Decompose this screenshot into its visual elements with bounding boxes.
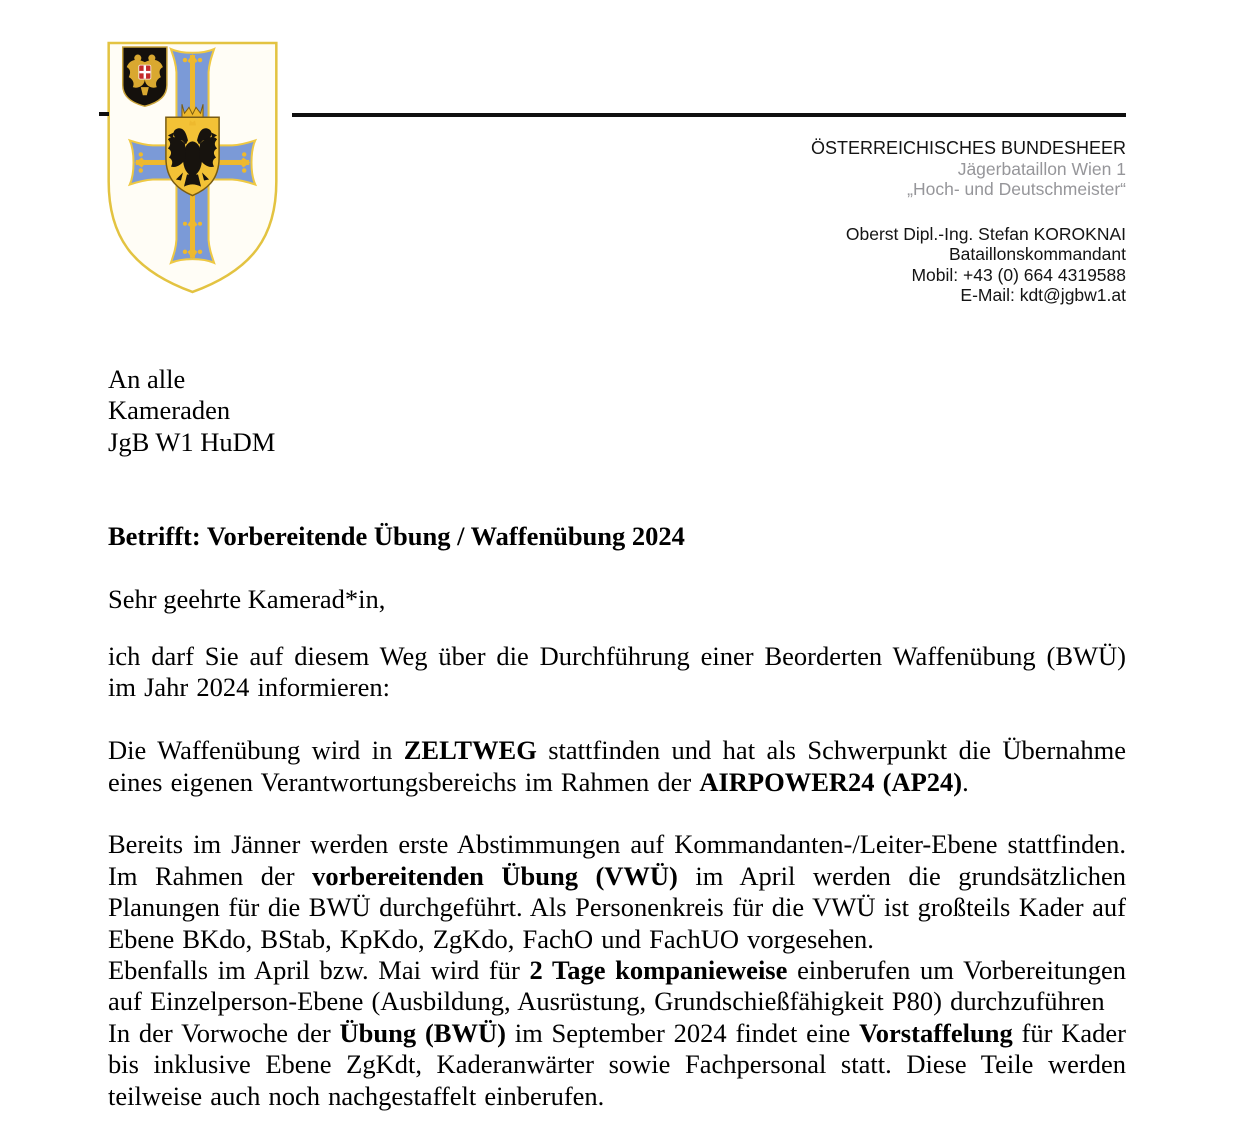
unit-nickname: „Hoch- und Deutschmeister“ <box>907 179 1126 199</box>
letter-body <box>108 641 1126 1112</box>
letterhead <box>811 138 1126 306</box>
text-run: Ebenfalls im April bzw. Mai wird für <box>108 955 530 986</box>
bold-text-run: vorbereitenden Übung (VWÜ) <box>312 860 678 891</box>
text-run: für Kader bis inklusive Ebene ZgKdt, Kaderanwärter sowie Fachpersonal statt. Diese Teile werden teilweise auch noch nachgestaffelt einberufen. <box>108 1017 1126 1111</box>
recipient-line: An alle <box>108 364 186 394</box>
text-run: . <box>962 766 969 797</box>
unit-crest-emblem <box>104 39 281 297</box>
subject-line: Betrifft: Vorbereitende Übung / Waffenübung 2024 <box>108 521 685 551</box>
body-paragraph <box>108 1018 1126 1112</box>
text-run: Die Waffenübung wird in <box>108 735 404 766</box>
sender-email: E-Mail: kdt@jgbw1.at <box>960 285 1126 305</box>
text-run: einberufen um Vorbereitungen auf Einzelperson-Ebene (Ausbildung, Ausrüstung, Grundschießfähigkeit P80) durchzuführen <box>108 955 1126 1017</box>
text-run: im September 2024 findet eine <box>505 1017 860 1048</box>
text-run: ich darf Sie auf diesem Weg über die Durchführung einer Beorderten Waffenübung (BWÜ) im Jahr 2024 informieren: <box>108 641 1126 703</box>
text-run: In der Vorwoche der <box>108 1017 340 1048</box>
sender-name: Oberst Dipl.-Ing. Stefan KOROKNAI <box>845 223 1126 244</box>
recipient-line: Kameraden <box>108 395 231 426</box>
crop-mark <box>99 112 109 116</box>
sender-mobile: Mobil: +43 (0) 664 4319588 <box>911 264 1126 285</box>
letterhead-divider-line <box>292 113 1126 117</box>
bold-text-run: AIRPOWER24 (AP24) <box>699 766 963 797</box>
organization-name: ÖSTERREICHISCHES BUNDESHEER <box>810 138 1126 158</box>
text-run: stattfinden und hat als Schwerpunkt die Übernahme eines eigenen Verantwortungsbereichs im Rahmen der <box>108 735 1127 797</box>
bold-text-run: ZELTWEG <box>403 735 537 766</box>
bold-text-run: Vorstaffelung <box>859 1017 1013 1048</box>
unit-name: Jägerbataillon Wien 1 <box>957 158 1126 179</box>
salutation: Sehr geehrte Kamerad*in, <box>108 584 386 614</box>
sender-role: Bataillonskommandant <box>948 244 1126 264</box>
recipient-address <box>108 364 275 458</box>
recipient-line: JgB W1 HuDM <box>108 426 276 457</box>
body-paragraph <box>108 955 1126 1018</box>
text-run: im April werden die grundsätzlichen Planungen für die BWÜ durchgeführt. Als Personenkreis für die VWÜ ist großteils Kader auf Ebene BKdo, BStab, KpKdo, ZgKdo, FachO und FachUO vorgesehen. <box>108 860 1126 954</box>
body-paragraph <box>108 641 1126 704</box>
vienna-shield <box>123 47 167 106</box>
bold-text-run: 2 Tage kompanieweise <box>529 955 788 986</box>
body-paragraph <box>108 735 1126 798</box>
body-paragraph <box>108 829 1126 955</box>
unit-crest <box>104 39 281 297</box>
text-run: Bereits im Jänner werden erste Abstimmungen auf Kommandanten-/Leiter-Ebene stattfinden. Im Rahmen der <box>108 829 1126 891</box>
sender-contact-block <box>811 224 1126 306</box>
bold-text-run: Übung (BWÜ) <box>339 1017 506 1048</box>
